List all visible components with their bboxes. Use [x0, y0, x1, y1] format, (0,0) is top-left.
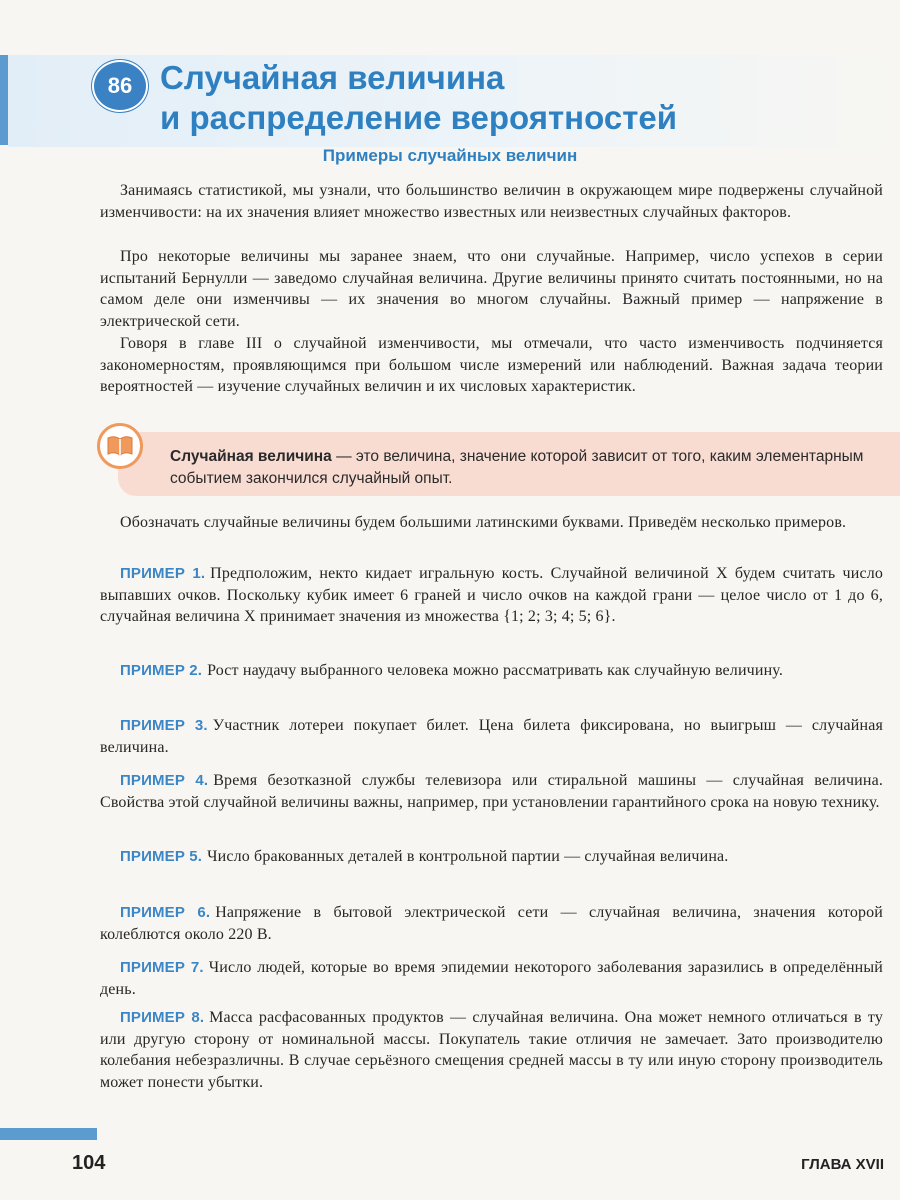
example-label: ПРИМЕР 1. [120, 565, 206, 582]
example-text: Предположим, некто кидает игральную кость. Случайной величиной X будем считать число выпавших очков. Поскольку кубик имеет 6 граней и число очков на каждой грани — целое число от 1 до 6, случайная величина X принимает значения из множества {1; 2; 3; 4; 5; 6}. [100, 565, 883, 626]
example-label: ПРИМЕР 4. [120, 772, 209, 789]
example-label: ПРИМЕР 7. [120, 959, 204, 976]
example-text: Рост наудачу выбранного человека можно рассматривать как случайную величину. [207, 662, 783, 679]
subsection-title: Примеры случайных величин [322, 146, 578, 165]
example-text: Участник лотереи покупает билет. Цена билета фиксирована, но выигрыш — случайная величина. [100, 717, 883, 756]
section-number-badge: 86 [92, 60, 148, 112]
after-definition-paragraph: Обозначать случайные величины будем большими латинскими буквами. Приведём несколько примеров. [120, 514, 847, 531]
section-title [160, 58, 677, 138]
title-line-2: и распределение вероятностей [160, 99, 677, 136]
chapter-label: ГЛАВА XVII [801, 1156, 884, 1173]
example-text: Время безотказной службы телевизора или стиральной машины — случайная величина. Свойства этой случайной величины важны, например, при установлении гарантийного срока на новую технику. [100, 772, 883, 811]
definition-text [170, 446, 885, 490]
footer-accent-bar [0, 1128, 97, 1140]
intro-paragraph-1: Занимаясь статистикой, мы узнали, что большинство величин в окружающем мире подвержены случайной изменчивости: на их значения влияет множество известных или неизвестных случайных факторов. [100, 182, 883, 221]
example-text: Число людей, которые во время эпидемии некоторого заболевания заразились в определённый день. [100, 959, 883, 998]
example-8 [100, 1007, 883, 1093]
example-4 [100, 770, 883, 813]
example-label: ПРИМЕР 2. [120, 662, 203, 679]
definition-body: — это величина, значение которой зависит от того, каким элементарным событием закончился случайный опыт. [170, 448, 864, 487]
example-7 [100, 957, 883, 1000]
example-6 [100, 902, 883, 945]
example-text: Масса расфасованных продуктов — случайная величина. Она может немного отличаться в ту или другую сторону от номинальной массы. Покупатель такие отличия не замечает. Зато производителю колебания небезразличны. В случае серьёзного смещения средней массы в ту или иную сторону производитель может понести убытки. [100, 1009, 884, 1091]
example-label: ПРИМЕР 5. [120, 848, 203, 865]
example-text: Число бракованных деталей в контрольной партии — случайная величина. [207, 848, 729, 865]
example-3 [100, 715, 883, 758]
intro-paragraph-3: Говоря в главе III о случайной изменчивости, мы отмечали, что часто изменчивость подчиняется закономерностям, проявляющимся при большом числе измерений или наблюдений. Важная задача теории вероятностей — изучение случайных величин и их числовых характеристик. [100, 335, 883, 396]
example-5 [100, 846, 883, 868]
example-1 [100, 563, 883, 628]
example-label: ПРИМЕР 8. [120, 1009, 205, 1026]
example-label: ПРИМЕР 3. [120, 717, 208, 734]
book-icon [97, 423, 143, 469]
example-text: Напряжение в бытовой электрической сети — случайная величина, значения которой колеблются около 220 В. [100, 904, 883, 943]
definition-term: Случайная величина [170, 448, 332, 465]
example-2 [100, 660, 883, 682]
example-label: ПРИМЕР 6. [120, 904, 211, 921]
title-line-1: Случайная величина [160, 59, 505, 96]
intro-paragraph-2: Про некоторые величины мы заранее знаем, что они случайные. Например, число успехов в серии испытаний Бернулли — заведомо случайная величина. Другие величины принято считать постоянными, но на самом деле они изменчивы — их значения во многом случайны. Важный пример — напряжение в электрической сети. [100, 248, 883, 330]
page-number: 104 [72, 1152, 106, 1174]
